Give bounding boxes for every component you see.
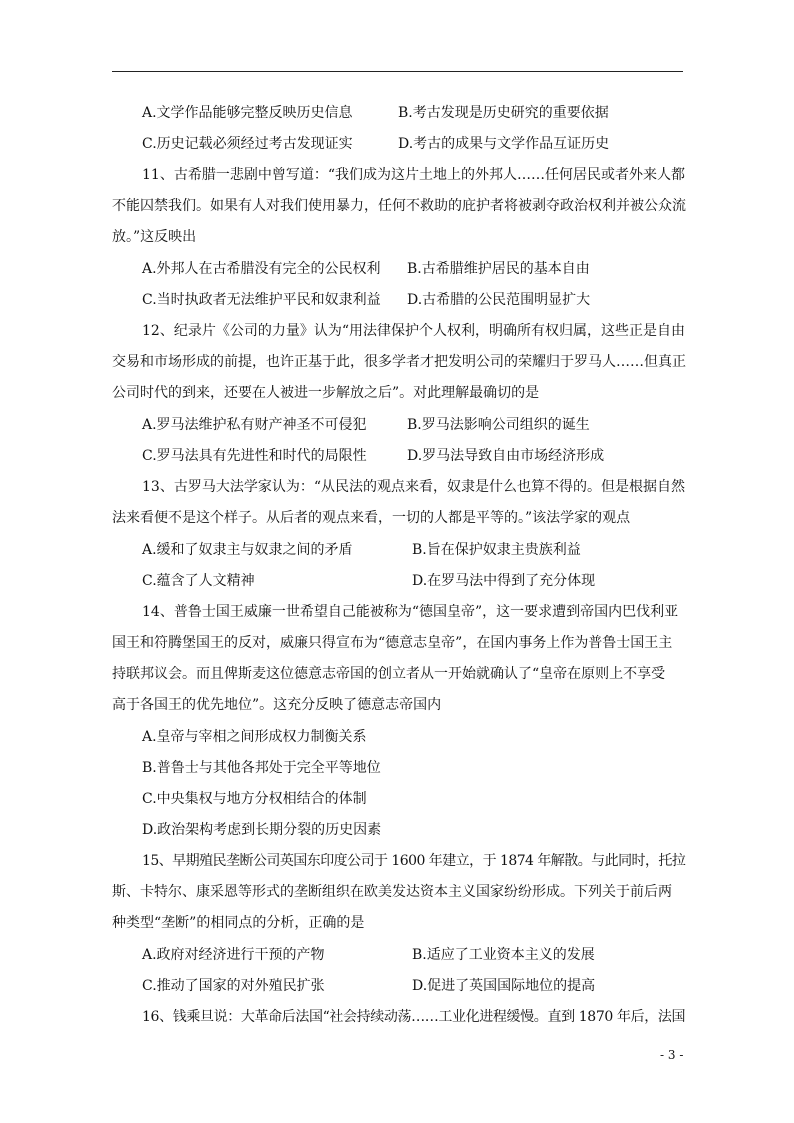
q15-stem-line3: 种类型“垄断”的相同点的分析，正确的是 [112,915,365,931]
q10-option-d: D.考古的成果与文学作品互证历史 [398,136,610,152]
q14-stem-line3: 持联邦议会。而且俾斯麦这位德意志帝国的创立者从一开始就确认了“皇帝在原则上不享受 [112,666,666,682]
q11-stem-line3: 放。”这反映出 [112,229,197,245]
q15-stem-line1: 15、早期殖民垄断公司英国东印度公司于 1600 年建立，于 1874 年解散。与此同时，托拉 [142,853,686,869]
q12-option-d: D.罗马法导致自由市场经济形成 [407,448,605,464]
q11-option-a: A.外邦人在古希腊没有完全的公民权利 [142,261,381,277]
q14-option-c: C.中央集权与地方分权相结合的体制 [142,791,367,807]
q13-option-c: C.蕴含了人文精神 [142,573,255,589]
q11-option-d: D.古希腊的公民范围明显扩大 [407,292,591,308]
q15-option-c: C.推动了国家的对外殖民扩张 [142,978,325,994]
q13-stem-line1: 13、古罗马大法学家认为：“从民法的观点来看，奴隶是什么也算不得的。但是根据自然 [142,479,685,495]
page-number: - 3 - [660,1048,684,1062]
q14-option-b: B.普鲁士与其他各邦处于完全平等地位 [142,760,381,776]
q15-option-a: A.政府对经济进行干预的产物 [142,947,325,963]
q10-option-a: A.文学作品能够完整反映历史信息 [142,105,353,121]
q12-option-b: B.罗马法影响公司组织的诞生 [407,417,590,433]
q13-stem-line2: 法来看便不是这个样子。从后者的观点来看，一切的人都是平等的。”该法学家的观点 [112,510,631,526]
q13-option-b: B.旨在保护奴隶主贵族利益 [412,542,581,558]
q12-option-a: A.罗马法维护私有财产神圣不可侵犯 [142,417,367,433]
q12-option-c: C.罗马法具有先进性和时代的局限性 [142,448,367,464]
q10-option-b: B.考古发现是历史研究的重要依据 [398,105,609,121]
q15-stem-line2: 斯、卡特尔、康采恩等形式的垄断组织在欧美发达资本主义国家纷纷形成。下列关于前后两 [112,884,672,900]
q16-stem-line1: 16、钱乘旦说：大革命后法国“社会持续动荡……工业化进程缓慢。直到 1870 年后，法国 [142,1009,686,1025]
q12-stem-line2: 交易和市场形成的前提，也许正基于此，很多学者才把发明公司的荣耀归于罗马人……但真正 [112,354,686,370]
q12-stem-line1: 12、纪录片《公司的力量》认为“用法律保护个人权利，明确所有权归属，这些正是自由 [142,323,685,339]
q13-option-a: A.缓和了奴隶主与奴隶之间的矛盾 [142,542,353,558]
q14-stem-line1: 14、普鲁士国王威廉一世希望自己能被称为“德国皇帝”，这一要求遭到帝国内巴伐利亚 [142,604,679,620]
q15-option-d: D.促进了英国国际地位的提高 [412,978,596,994]
q14-option-a: A.皇帝与宰相之间形成权力制衡关系 [142,729,367,745]
q15-option-b: B.适应了工业资本主义的发展 [412,947,595,963]
q14-stem-line2: 国王和符腾堡国王的反对，威廉只得宣布为“德意志皇帝”，在国内事务上作为普鲁士国王主 [112,635,673,651]
q11-option-c: C.当时执政者无法维护平民和奴隶利益 [142,292,381,308]
q14-stem-line4: 高于各国王的优先地位”。这充分反映了德意志帝国内 [112,697,442,713]
header-rule [112,71,683,72]
q11-stem-line2: 不能囚禁我们。如果有人对我们使用暴力，任何不救助的庇护者将被剥夺政治权利并被公众流 [112,198,686,214]
q10-option-c: C.历史记载必须经过考古发现证实 [142,136,353,152]
q13-option-d: D.在罗马法中得到了充分体现 [412,573,596,589]
q11-option-b: B.古希腊维护居民的基本自由 [407,261,590,277]
q14-option-d: D.政治架构考虑到长期分裂的历史因素 [142,822,382,838]
q12-stem-line3: 公司时代的到来，还要在人被进一步解放之后”。对此理解最确切的是 [112,385,540,401]
q11-stem-line1: 11、古希腊一悲剧中曾写道：“我们成为这片土地上的外邦人……任何居民或者外来人都 [142,167,685,183]
